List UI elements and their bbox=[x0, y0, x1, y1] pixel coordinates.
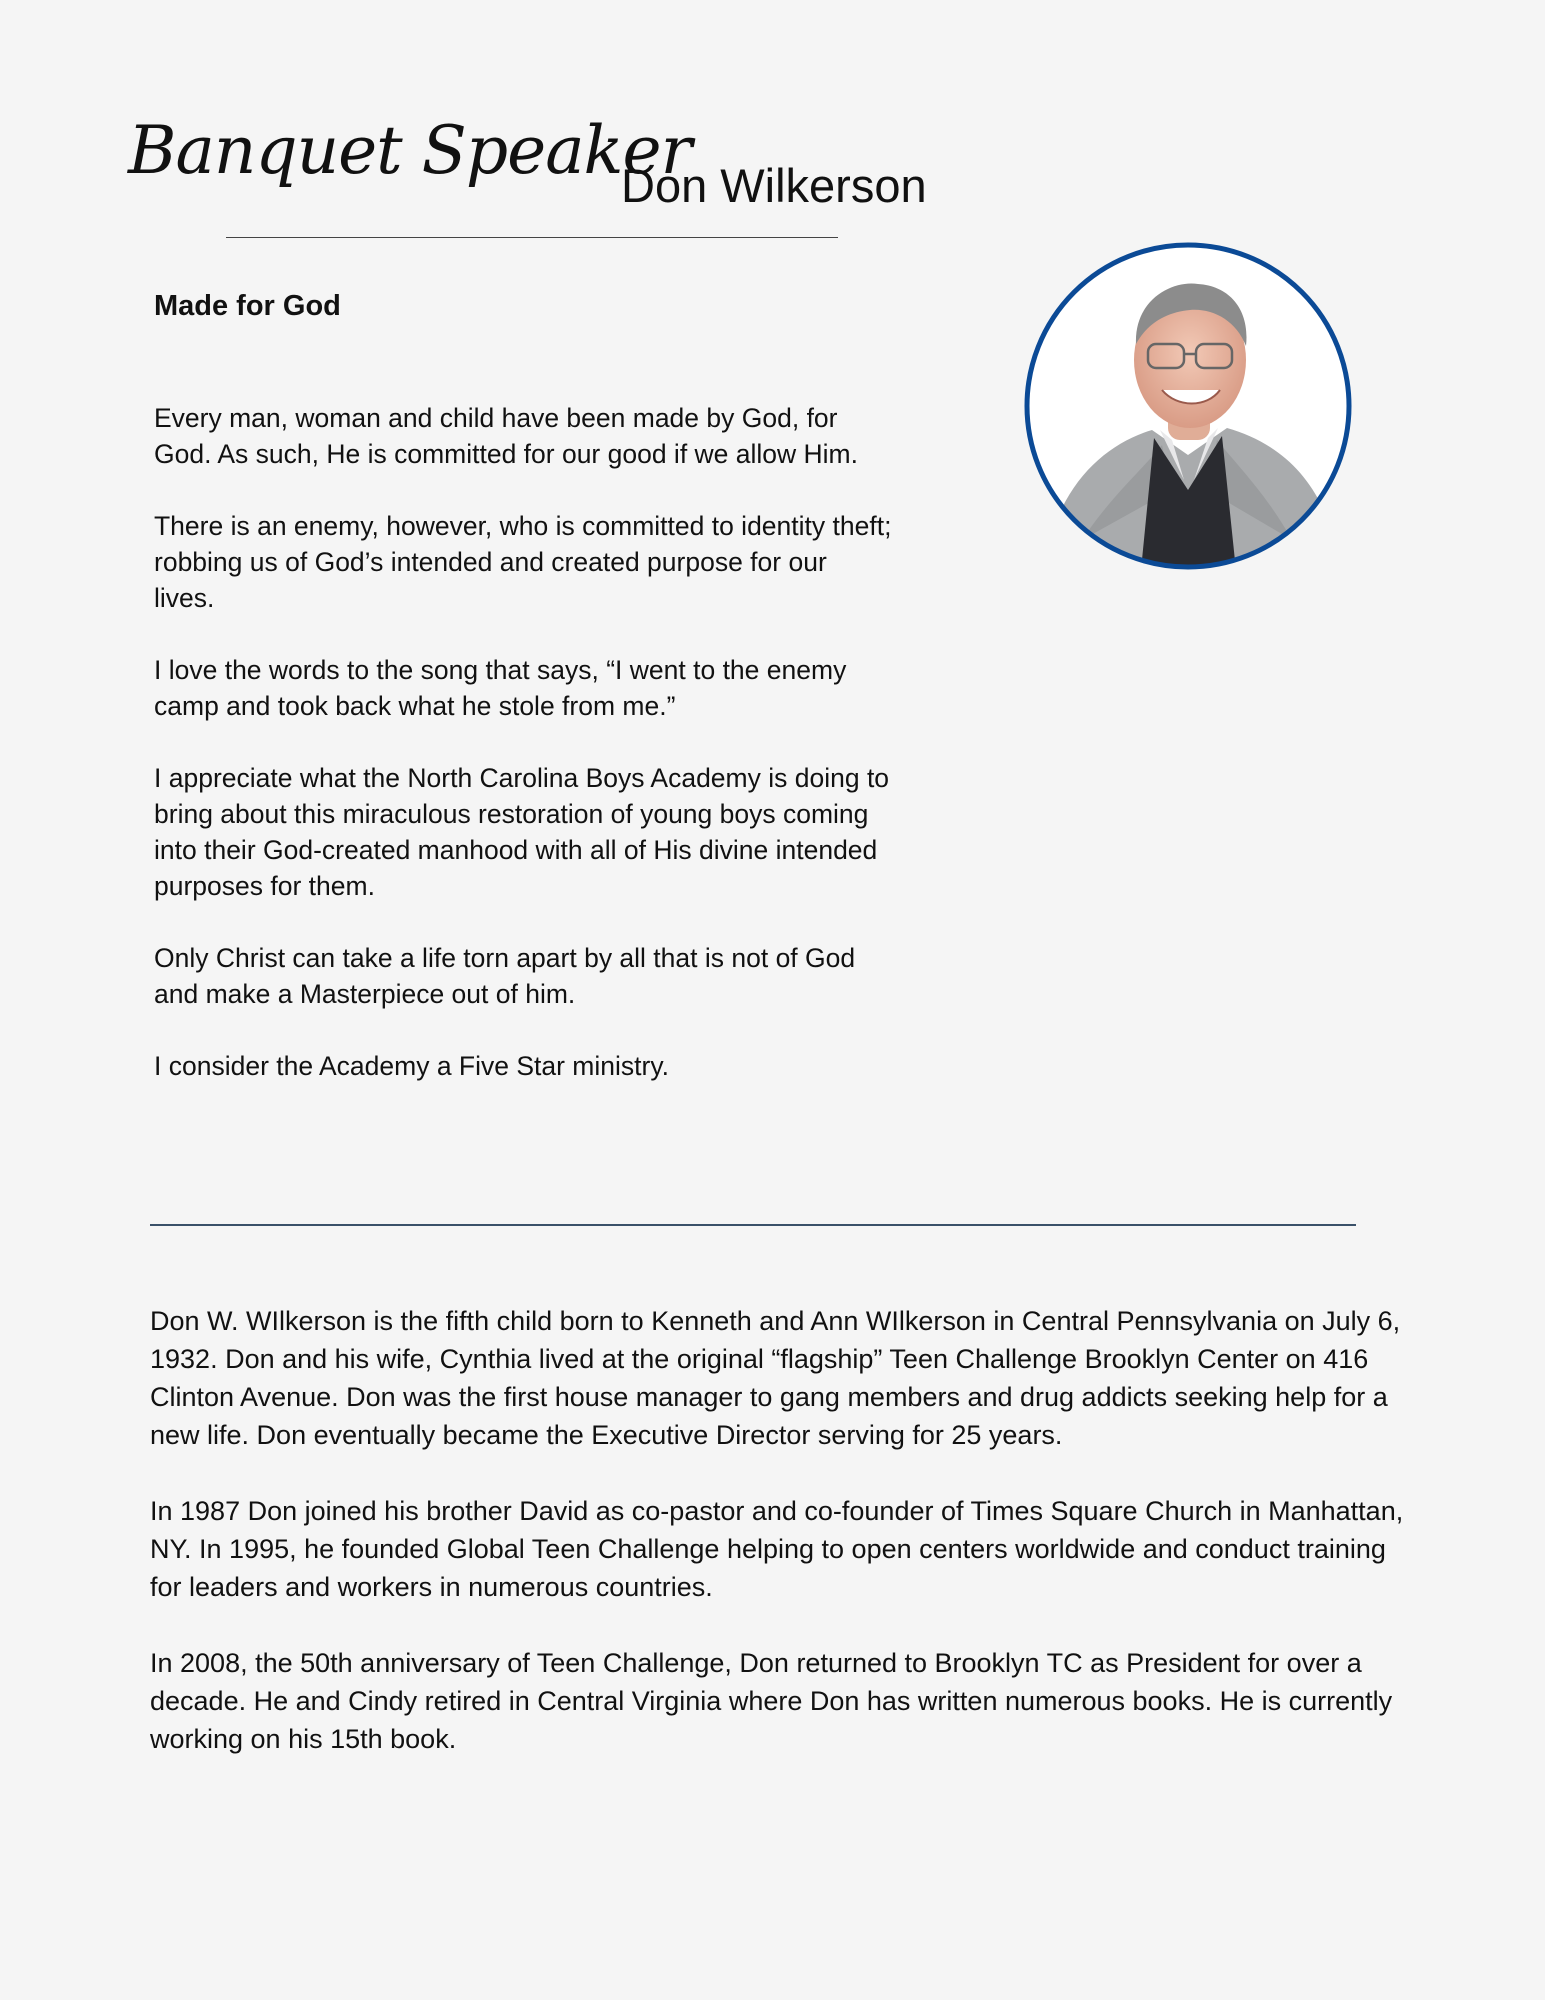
section-divider bbox=[150, 1224, 1356, 1226]
bio-paragraph: In 2008, the 50th anniversary of Teen Challenge, Don returned to Brooklyn TC as President for over a decade. He and Cindy retired in Central Virginia where Don has written numerous books. He is currently working on his 15th book. bbox=[150, 1648, 1393, 1754]
letter-title: Made for God bbox=[154, 290, 341, 322]
header-underline bbox=[226, 237, 838, 238]
letter-paragraph: Every man, woman and child have been made by God, for God. As such, He is committed for our good if we allow Him. bbox=[154, 403, 858, 469]
letter-paragraph: I consider the Academy a Five Star ministry. bbox=[154, 1051, 669, 1081]
page-header bbox=[128, 112, 988, 258]
letter-paragraph: I love the words to the song that says, “I went to the enemy camp and took back what he stole from me.” bbox=[154, 655, 847, 721]
bio-paragraph: In 1987 Don joined his brother David as co-pastor and co-founder of Times Square Church in Manhattan, NY. In 1995, he founded Global Teen Challenge helping to open centers worldwide and conduct training for leaders and workers in numerous countries. bbox=[150, 1496, 1404, 1602]
speaker-name: Don Wilkerson bbox=[621, 159, 927, 212]
bio-paragraph: Don W. WIlkerson is the fifth child born to Kenneth and Ann WIlkerson in Central Pennsylvania on July 6, 1932. Don and his wife, Cynthia lived at the original “flagship” Teen Challenge Brooklyn Center on 416 Clinton Avenue. Don was the first house manager to gang members and drug addicts seeking help for a new life. Don eventually became the Executive Director serving for 25 years. bbox=[150, 1306, 1401, 1450]
letter-body bbox=[154, 400, 894, 1120]
letter-paragraph: I appreciate what the North Carolina Boys Academy is doing to bring about this miraculous restoration of young boys coming into their God-created manhood with all of His divine intended purposes for them. bbox=[154, 763, 890, 901]
speaker-photo bbox=[1022, 240, 1354, 572]
letter-paragraph: Only Christ can take a life torn apart by all that is not of God and make a Masterpiece out of him. bbox=[154, 943, 856, 1009]
biography bbox=[150, 1302, 1410, 1796]
script-title: Banquet Speaker bbox=[128, 112, 692, 189]
letter-paragraph: There is an enemy, however, who is committed to identity theft; robbing us of God’s intended and created purpose for our lives. bbox=[154, 511, 892, 613]
